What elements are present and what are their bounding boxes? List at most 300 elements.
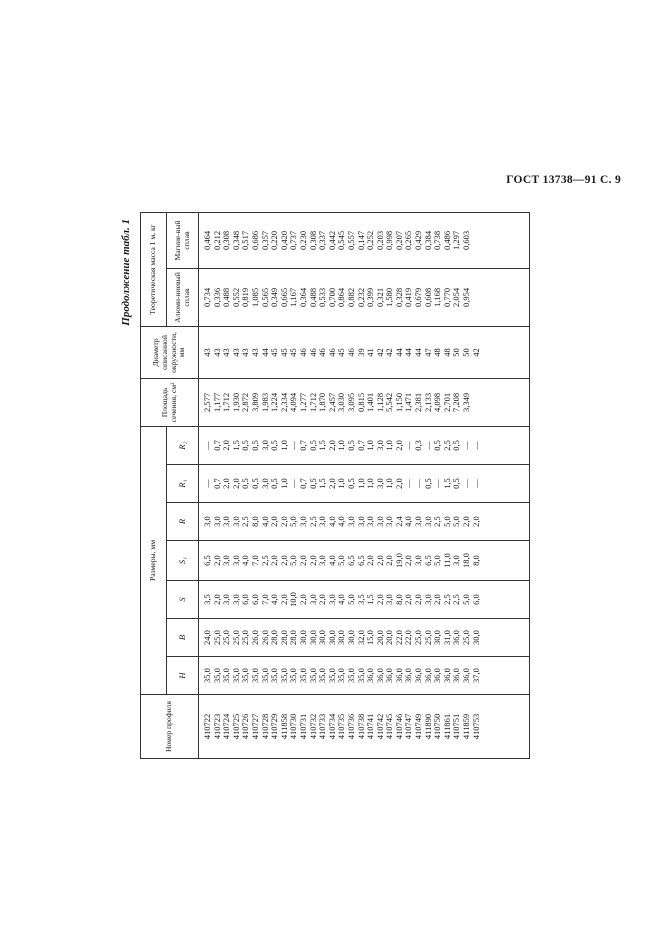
profile-number-cell: 410734 xyxy=(326,713,337,740)
h-cell: 36,0 xyxy=(413,668,424,683)
magnesium-mass-cell: 0,420 xyxy=(278,230,289,251)
aluminium-mass-cell: 0,882 xyxy=(345,287,356,308)
magnesium-mass-cell: 0,738 xyxy=(432,230,443,251)
s-cell: 6,0 xyxy=(240,594,251,605)
s1-cell: 5,0 xyxy=(432,555,443,566)
r2-cell: 0,7 xyxy=(297,440,308,451)
r2-cell-column xyxy=(199,426,530,464)
aluminium-mass-cell: 0,349 xyxy=(269,287,280,308)
profile-number-cell: 410723 xyxy=(211,713,222,740)
aluminium-mass-cell: 0,770 xyxy=(441,287,452,308)
profiles-table xyxy=(140,212,530,759)
diameter-cell: 45 xyxy=(278,348,289,357)
area-cell: 4,094 xyxy=(288,392,299,413)
r1-cell: 0,5 xyxy=(451,478,462,489)
magnesium-mass-cell-column xyxy=(199,212,530,268)
diameter-cell: 43 xyxy=(240,348,251,357)
aluminium-mass-cell: 1,167 xyxy=(288,287,299,308)
aluminium-mass-cell: 0,321 xyxy=(374,287,385,308)
r1-cell: 3,0 xyxy=(259,478,270,489)
r-cell: 2,4 xyxy=(393,516,404,527)
h-cell: 35,0 xyxy=(307,668,318,683)
r1-cell: 0,5 xyxy=(249,478,260,489)
profile-number-cell: 410741 xyxy=(365,713,376,740)
magnesium-mass-cell: 0,442 xyxy=(326,230,337,251)
area-cell: 3,030 xyxy=(336,392,347,413)
h-cell: 35,0 xyxy=(230,668,241,683)
profile-number-cell: 411861 xyxy=(441,713,452,740)
h-cell: 37,0 xyxy=(470,668,481,683)
profile-number-cell: 410729 xyxy=(269,713,280,740)
s1-cell: 18,0 xyxy=(461,553,472,568)
magnesium-mass-cell: 0,737 xyxy=(288,230,299,251)
header-circle-diameter: Диаметр описанной окружности, мм xyxy=(141,326,199,378)
diameter-cell: 43 xyxy=(202,348,212,357)
h-cell: 36,0 xyxy=(461,668,472,683)
profile-number-cell: 411859 xyxy=(461,713,472,740)
aluminium-mass-cell: 0,552 xyxy=(230,287,241,308)
s1-cell: 19,0 xyxy=(393,553,404,568)
r-cell: 3,0 xyxy=(202,516,212,527)
s-cell: 8,0 xyxy=(393,594,404,605)
magnesium-mass-cell: 0,308 xyxy=(307,230,318,251)
area-cell: 5,542 xyxy=(384,392,395,413)
header-R: R xyxy=(167,503,199,541)
s1-cell: 2,0 xyxy=(211,555,222,566)
aluminium-mass-cell: 0,665 xyxy=(278,287,289,308)
header-aluminium: Алюми-ниевый сплав xyxy=(167,268,199,326)
aluminium-mass-cell: 0,954 xyxy=(461,287,472,308)
r-cell-column xyxy=(199,503,530,541)
aluminium-mass-cell: 0,864 xyxy=(336,287,347,308)
r-cell: 4,0 xyxy=(336,516,347,527)
h-cell: 36,0 xyxy=(441,668,452,683)
r2-cell: 2,0 xyxy=(326,440,337,451)
s-cell: 3,0 xyxy=(307,594,318,605)
b-cell: 30,0 xyxy=(297,630,308,645)
r-cell: 3,0 xyxy=(345,516,356,527)
s-cell: 3,0 xyxy=(230,594,241,605)
area-cell: 1,177 xyxy=(211,392,222,413)
r-cell: 3,0 xyxy=(211,516,222,527)
r1-cell: 0,5 xyxy=(307,478,318,489)
profile-number-cell: 410722 xyxy=(202,713,212,740)
diameter-cell: 46 xyxy=(317,348,328,357)
magnesium-mass-cell: 0,203 xyxy=(374,230,385,251)
r-cell: 3,0 xyxy=(422,516,433,527)
b-cell: 25,0 xyxy=(422,630,433,645)
r1-cell: 1,5 xyxy=(317,478,328,489)
area-cell-column xyxy=(199,378,530,426)
magnesium-mass-cell: 0,557 xyxy=(345,230,356,251)
s1-cell: 2,5 xyxy=(259,555,270,566)
b-cell: 30,0 xyxy=(317,630,328,645)
aluminium-mass-cell: 0,488 xyxy=(307,287,318,308)
r1-cell: 2,0 xyxy=(326,478,337,489)
h-cell: 35,0 xyxy=(336,668,347,683)
table-row xyxy=(199,212,530,758)
s-cell: 2,0 xyxy=(403,594,414,605)
s-cell-column xyxy=(199,581,530,619)
b-cell: 22,0 xyxy=(393,630,404,645)
magnesium-mass-cell: 0,384 xyxy=(422,230,433,251)
diameter-cell: 39 xyxy=(355,348,366,357)
r2-cell: 0,5 xyxy=(307,440,318,451)
r1-cell: — xyxy=(461,479,472,488)
b-cell: 15,0 xyxy=(365,630,376,645)
s1-cell: 3,0 xyxy=(230,555,241,566)
magnesium-mass-cell: 0,357 xyxy=(259,230,270,251)
b-cell: 25,0 xyxy=(230,630,241,645)
diameter-cell: 50 xyxy=(451,348,462,357)
h-cell: 35,0 xyxy=(355,668,366,683)
r-cell: 2,0 xyxy=(278,516,289,527)
magnesium-mass-cell: 0,230 xyxy=(297,230,308,251)
aluminium-mass-cell-column xyxy=(199,268,530,326)
s1-cell: 5,0 xyxy=(288,555,299,566)
h-cell: 35,0 xyxy=(240,668,251,683)
b-cell: 20,0 xyxy=(384,630,395,645)
profile-number-cell: 410735 xyxy=(336,713,347,740)
r2-cell: 0,3 xyxy=(413,440,424,451)
area-cell: 1,712 xyxy=(221,392,232,413)
r1-cell: 0,5 xyxy=(422,478,433,489)
s-cell: 3,0 xyxy=(221,594,232,605)
h-cell: 35,0 xyxy=(326,668,337,683)
r-cell: 8,0 xyxy=(249,516,260,527)
h-cell-column xyxy=(199,657,530,695)
r-cell: 2,0 xyxy=(461,516,472,527)
s-cell: 3,0 xyxy=(384,594,395,605)
area-cell: 2,457 xyxy=(326,392,337,413)
s-cell: 3,5 xyxy=(202,594,212,605)
area-cell: 2,133 xyxy=(422,392,433,413)
s-cell: 6,0 xyxy=(470,594,481,605)
r2-cell: 3,0 xyxy=(374,440,385,451)
diameter-cell: 47 xyxy=(422,348,433,357)
header-magnesium: Магние-вый сплав xyxy=(167,212,199,268)
h-cell: 35,0 xyxy=(297,668,308,683)
r-cell: 2,0 xyxy=(470,516,481,527)
diameter-cell: 44 xyxy=(259,348,270,357)
aluminium-mass-cell: 0,364 xyxy=(297,287,308,308)
s-cell: 2,0 xyxy=(211,594,222,605)
aluminium-mass-cell: 1,168 xyxy=(432,287,443,308)
area-cell: 2,872 xyxy=(240,392,251,413)
h-cell: 36,0 xyxy=(432,668,443,683)
magnesium-mass-cell: 1,297 xyxy=(451,230,462,251)
profile-number-cell: 411890 xyxy=(422,713,433,740)
r1-cell: 1,0 xyxy=(355,478,366,489)
r-cell: 5,0 xyxy=(441,516,452,527)
area-cell: 1,401 xyxy=(365,392,376,413)
header-dimensions: Размеры, мм xyxy=(141,426,167,694)
s-cell: 4,0 xyxy=(336,594,347,605)
diameter-cell-column xyxy=(199,326,530,378)
h-cell: 35,0 xyxy=(259,668,270,683)
b-cell: 25,0 xyxy=(461,630,472,645)
r1-cell: 0,5 xyxy=(240,478,251,489)
aluminium-mass-cell: 0,679 xyxy=(413,287,424,308)
r1-cell: 1,0 xyxy=(365,478,376,489)
r1-cell: 3,0 xyxy=(374,478,385,489)
s-cell: 2,0 xyxy=(432,594,443,605)
magnesium-mass-cell: 0,265 xyxy=(403,230,414,251)
b-cell: 30,0 xyxy=(345,630,356,645)
diameter-cell: 43 xyxy=(211,348,222,357)
s-cell: 2,0 xyxy=(317,594,328,605)
profile-number-cell: 410731 xyxy=(297,713,308,740)
profile-number-cell: 411858 xyxy=(278,713,289,740)
r2-cell: — xyxy=(202,441,212,450)
header-area: Площадь сечения, см² xyxy=(141,378,199,426)
r-cell: 4,0 xyxy=(403,516,414,527)
r-cell: 5,0 xyxy=(288,516,299,527)
aluminium-mass-cell: 0,328 xyxy=(393,287,404,308)
table-caption: Продолжение табл. 1 xyxy=(120,219,132,326)
profile-number-cell: 410747 xyxy=(403,713,414,740)
r-cell: 2,5 xyxy=(432,516,443,527)
area-cell: 1,870 xyxy=(317,392,328,413)
profile-number-cell: 410745 xyxy=(384,713,395,740)
s1-cell: 2,0 xyxy=(297,555,308,566)
profile-number-cell: 410724 xyxy=(221,713,232,740)
s-cell: 2,5 xyxy=(451,594,462,605)
r-cell: 3,0 xyxy=(221,516,232,527)
b-cell: 31,0 xyxy=(441,630,452,645)
h-cell: 36,0 xyxy=(374,668,385,683)
s1-cell: 8,0 xyxy=(470,555,481,566)
b-cell: 24,0 xyxy=(202,630,212,645)
s1-cell: 2,0 xyxy=(365,555,376,566)
b-cell: 25,0 xyxy=(240,630,251,645)
s-cell: 5,0 xyxy=(345,594,356,605)
diameter-cell: 46 xyxy=(297,348,308,357)
s1-cell: 4,0 xyxy=(240,555,251,566)
h-cell: 36,0 xyxy=(422,668,433,683)
aluminium-mass-cell: 1,085 xyxy=(249,287,260,308)
b-cell: 28,0 xyxy=(269,630,280,645)
s1-cell: 2,0 xyxy=(269,555,280,566)
r2-cell: 0,5 xyxy=(345,440,356,451)
aluminium-mass-cell: 2,054 xyxy=(451,287,462,308)
aluminium-mass-cell: 0,565 xyxy=(259,287,270,308)
profile-number-cell: 410725 xyxy=(230,713,241,740)
r1-cell: 1,0 xyxy=(336,478,347,489)
magnesium-mass-cell xyxy=(472,215,482,266)
h-cell: 36,0 xyxy=(393,668,404,683)
r1-cell: 2,0 xyxy=(221,478,232,489)
area-cell: 7,208 xyxy=(451,392,462,413)
profile-number-cell: 410750 xyxy=(432,713,443,740)
area-cell: 2,381 xyxy=(413,392,424,413)
r2-cell: — xyxy=(470,441,481,450)
h-cell: 35,0 xyxy=(221,668,232,683)
r1-cell: — xyxy=(413,479,424,488)
h-cell: 36,0 xyxy=(384,668,395,683)
b-cell: 36,0 xyxy=(451,630,462,645)
diameter-cell: 45 xyxy=(288,348,299,357)
r1-cell: — xyxy=(470,479,481,488)
s-cell: 1,5 xyxy=(365,594,376,605)
diameter-cell: 46 xyxy=(307,348,318,357)
profile-number-cell: 410746 xyxy=(393,713,404,740)
s1-cell: 2,0 xyxy=(374,555,385,566)
profile-number-cell: 410738 xyxy=(355,713,366,740)
r1-cell: 0,7 xyxy=(211,478,222,489)
r2-cell: 0,5 xyxy=(240,440,251,451)
area-cell: 1,128 xyxy=(374,392,385,413)
r-cell: 2,5 xyxy=(240,516,251,527)
b-cell: 25,0 xyxy=(413,630,424,645)
r1-cell: 2,0 xyxy=(393,478,404,489)
b-cell: 30,0 xyxy=(307,630,318,645)
diameter-cell: 48 xyxy=(441,348,452,357)
h-cell: 36,0 xyxy=(365,668,376,683)
diameter-cell: 48 xyxy=(432,348,443,357)
profile-number-cell: 410728 xyxy=(259,713,270,740)
aluminium-mass-cell: 0,232 xyxy=(355,287,366,308)
s1-cell: 5,0 xyxy=(336,555,347,566)
header-R2: R₂ xyxy=(167,426,199,464)
b-cell: 26,0 xyxy=(249,630,260,645)
diameter-cell: 42 xyxy=(470,348,481,357)
area-cell: 4,098 xyxy=(432,392,443,413)
b-cell: 30,0 xyxy=(470,630,481,645)
s-cell: 3,0 xyxy=(422,594,433,605)
s-cell: 4,0 xyxy=(269,594,280,605)
header-profile-number: Номер профиля xyxy=(141,695,199,759)
diameter-cell: 43 xyxy=(230,348,241,357)
s-cell: 2,0 xyxy=(297,594,308,605)
s-cell: 5,0 xyxy=(461,594,472,605)
header-H: H xyxy=(167,657,199,695)
header-S: S xyxy=(167,581,199,619)
header-R1: R₁ xyxy=(167,465,199,503)
r1-cell: 0,5 xyxy=(345,478,356,489)
h-cell: 35,0 xyxy=(288,668,299,683)
r2-cell: 1,0 xyxy=(336,440,347,451)
r1-cell: 1,0 xyxy=(384,478,395,489)
r2-cell: 0,7 xyxy=(355,440,366,451)
magnesium-mass-cell: 0,686 xyxy=(249,230,260,251)
header-theoretical-mass: Теоретическая масса 1 м, кг xyxy=(141,212,167,326)
h-cell: 35,0 xyxy=(211,668,222,683)
diameter-cell: 42 xyxy=(374,348,385,357)
h-cell: 36,0 xyxy=(451,668,462,683)
profile-number-cell: 410727 xyxy=(249,713,260,740)
r-cell: 3,0 xyxy=(355,516,366,527)
area-cell: 1,277 xyxy=(297,392,308,413)
diameter-cell: 44 xyxy=(393,348,404,357)
aluminium-mass-cell: 0,336 xyxy=(211,287,222,308)
r-cell: 3,0 xyxy=(413,516,424,527)
diameter-cell: 50 xyxy=(461,348,472,357)
magnesium-mass-cell: 0,212 xyxy=(211,230,222,251)
h-cell: 35,0 xyxy=(202,668,212,683)
r2-cell: 0,5 xyxy=(269,440,280,451)
magnesium-mass-cell: 0,207 xyxy=(393,230,404,251)
r-cell: 2,5 xyxy=(307,516,318,527)
profile-number-cell: 410742 xyxy=(374,713,385,740)
r2-cell: — xyxy=(461,441,472,450)
diameter-cell: 45 xyxy=(269,348,280,357)
r-cell: 3,0 xyxy=(317,516,328,527)
aluminium-mass-cell: 0,734 xyxy=(202,287,212,308)
area-cell: 1,712 xyxy=(307,392,318,413)
area-cell: 1,471 xyxy=(403,392,414,413)
magnesium-mass-cell: 0,603 xyxy=(461,230,472,251)
h-cell: 36,0 xyxy=(403,668,414,683)
r2-cell: 3,0 xyxy=(259,440,270,451)
profile-number-cell: 410732 xyxy=(307,713,318,740)
profile-number-cell-column xyxy=(199,695,530,759)
magnesium-mass-cell: 0,545 xyxy=(336,230,347,251)
r2-cell: 0,5 xyxy=(249,440,260,451)
profile-number-cell: 410753 xyxy=(470,713,481,740)
b-cell: 25,0 xyxy=(221,630,232,645)
r2-cell: 2,0 xyxy=(393,440,404,451)
s1-cell: 4,0 xyxy=(326,555,337,566)
r1-cell: — xyxy=(432,479,443,488)
area-cell: 3,095 xyxy=(345,392,356,413)
r1-cell: — xyxy=(403,479,414,488)
r2-cell: — xyxy=(403,441,414,450)
aluminium-mass-cell: 0,700 xyxy=(326,287,337,308)
s1-cell-column xyxy=(199,541,530,581)
s1-cell: 2,0 xyxy=(307,555,318,566)
h-cell: 35,0 xyxy=(345,668,356,683)
profile-number-cell: 410751 xyxy=(451,713,462,740)
profile-number-cell: 410726 xyxy=(240,713,251,740)
magnesium-mass-cell: 0,337 xyxy=(317,230,328,251)
header-S1: S₁ xyxy=(167,541,199,581)
diameter-cell: 43 xyxy=(221,348,232,357)
r-cell: 5,0 xyxy=(451,516,462,527)
magnesium-mass-cell: 0,464 xyxy=(202,230,212,251)
s-cell: 2,0 xyxy=(278,594,289,605)
magnesium-mass-cell: 0,147 xyxy=(355,230,366,251)
aluminium-mass-cell: 0,488 xyxy=(221,287,232,308)
area-cell: 1,930 xyxy=(230,392,241,413)
s-cell: 2,0 xyxy=(413,594,424,605)
r2-cell: 1,0 xyxy=(278,440,289,451)
magnesium-mass-cell: 0,517 xyxy=(240,230,251,251)
r-cell: 4,0 xyxy=(326,516,337,527)
r-cell: 2,0 xyxy=(269,516,280,527)
h-cell: 35,0 xyxy=(317,668,328,683)
rotated-table-container xyxy=(120,213,530,759)
profile-number-cell: 410749 xyxy=(413,713,424,740)
b-cell: 28,0 xyxy=(278,630,289,645)
header-B: B xyxy=(167,619,199,657)
area-cell: 0,815 xyxy=(355,392,366,413)
h-cell: 35,0 xyxy=(278,668,289,683)
area-cell: 2,701 xyxy=(441,392,452,413)
r2-cell: 1,0 xyxy=(365,440,376,451)
aluminium-mass-cell: 0,608 xyxy=(422,287,433,308)
area-cell: 1,150 xyxy=(393,392,404,413)
aluminium-mass-cell xyxy=(472,271,482,324)
r-cell: 4,0 xyxy=(259,516,270,527)
r-cell: 3,0 xyxy=(230,516,241,527)
r-cell: 3,0 xyxy=(384,516,395,527)
magnesium-mass-cell: 0,252 xyxy=(365,230,376,251)
profile-number-cell: 410730 xyxy=(288,713,299,740)
r1-cell: 1,5 xyxy=(441,478,452,489)
magnesium-mass-cell: 0,429 xyxy=(413,230,424,251)
diameter-cell: 42 xyxy=(384,348,395,357)
